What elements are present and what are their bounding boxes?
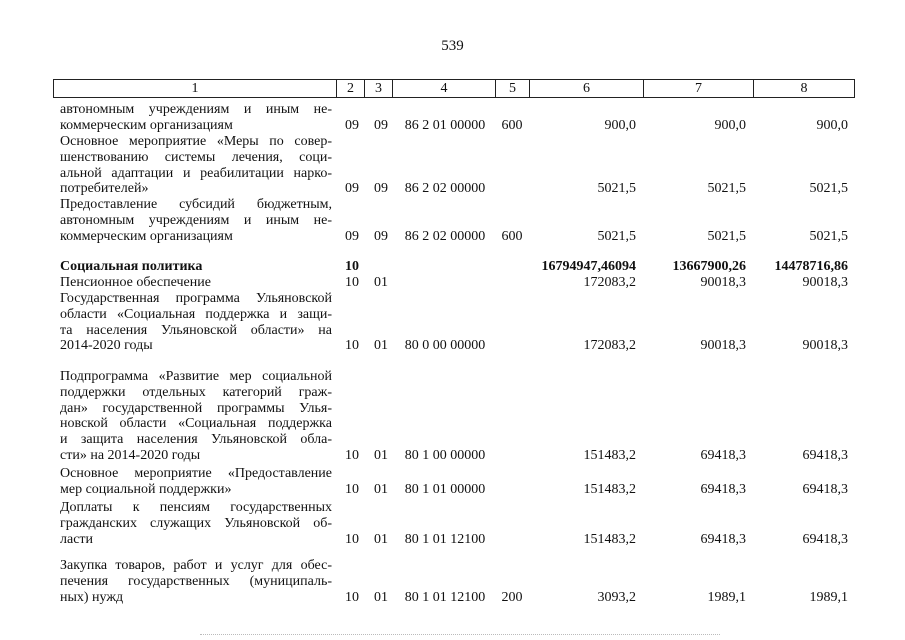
target-article-code: 80 1 01 12100 <box>404 531 486 547</box>
subsection-code: 09 <box>374 117 388 133</box>
amount-col-8: 900,0 <box>816 117 848 133</box>
amount-col-6: 172083,2 <box>583 275 636 290</box>
description-line: альной адаптации и реабилитации нарко- <box>60 165 332 181</box>
target-article-code: 80 1 00 00000 <box>404 448 486 463</box>
amount-col-8: 14478716,86 <box>774 259 848 274</box>
description-line: новской области «Социальная поддержка <box>60 416 332 432</box>
amount-col-8: 69418,3 <box>802 448 848 463</box>
amount-col-6: 5021,5 <box>597 228 636 244</box>
description-line: коммерческим организациям <box>60 117 233 133</box>
expense-type-code: 200 <box>501 589 523 605</box>
amount-col-8: 5021,5 <box>809 228 848 244</box>
amount-col-6: 151483,2 <box>583 481 636 497</box>
description-line: Государственная программа Ульяновской <box>60 291 332 306</box>
amount-col-7: 1989,1 <box>707 589 746 605</box>
section-code: 10 <box>345 448 359 463</box>
subsection-code: 09 <box>374 181 388 197</box>
description-line: гражданских служащих Ульяновской об- <box>60 515 332 531</box>
subsection-code: 01 <box>374 275 388 290</box>
description-line: Закупка товаров, работ и услуг для обес- <box>60 558 332 573</box>
description-line: автономным учреждениям и иным не- <box>60 212 332 228</box>
header-col-2: 2 <box>336 80 364 97</box>
description-line: поддержки отдельных категорий граж- <box>60 384 332 400</box>
row-description <box>60 466 332 498</box>
header-col-6: 6 <box>529 80 643 97</box>
amount-col-8: 90018,3 <box>802 275 848 290</box>
description-line: автономным учреждениям и иным не- <box>60 102 332 117</box>
scan-artifact <box>200 634 720 636</box>
amount-col-8: 5021,5 <box>809 181 848 197</box>
row-description <box>60 558 332 605</box>
amount-col-6: 151483,2 <box>583 448 636 463</box>
description-line: области «Социальная поддержка и защи- <box>60 306 332 322</box>
section-code: 10 <box>345 589 359 605</box>
description-line: 2014-2020 годы <box>60 338 153 354</box>
target-article-code: 80 1 01 00000 <box>404 481 486 497</box>
section-code: 10 <box>345 531 359 547</box>
amount-col-7: 90018,3 <box>700 338 746 354</box>
header-col-1: 1 <box>191 81 199 96</box>
subsection-code: 01 <box>374 531 388 547</box>
amount-col-6: 172083,2 <box>583 338 636 354</box>
description-line: Подпрограмма «Развитие мер социальной <box>60 369 332 384</box>
section-code: 10 <box>345 481 359 497</box>
description-line: мер социальной поддержки» <box>60 481 232 497</box>
amount-col-7: 69418,3 <box>700 481 746 497</box>
amount-col-7: 69418,3 <box>700 448 746 463</box>
row-description <box>60 369 332 464</box>
amount-col-8: 90018,3 <box>802 338 848 354</box>
row-description <box>60 275 332 291</box>
description-line: ных) нужд <box>60 589 124 605</box>
amount-col-6: 16794947,46094 <box>541 259 636 274</box>
header-col-7: 7 <box>643 80 753 97</box>
amount-col-7: 90018,3 <box>700 275 746 290</box>
section-code: 09 <box>345 181 359 197</box>
amount-col-6: 3093,2 <box>597 589 636 605</box>
amount-col-7: 5021,5 <box>707 181 746 197</box>
section-code: 09 <box>345 117 359 133</box>
row-description <box>60 134 332 197</box>
description-line: шенствованию системы лечения, соци- <box>60 149 332 165</box>
section-code: 10 <box>345 338 359 354</box>
description-line: та населения Ульяновской области» на <box>60 322 332 338</box>
table-header <box>53 79 855 98</box>
description-line: потребителей» <box>60 181 149 197</box>
row-description <box>60 259 332 275</box>
description-line: Основное мероприятие «Меры по совер- <box>60 134 332 149</box>
amount-col-7: 5021,5 <box>707 228 746 244</box>
row-description <box>60 197 332 244</box>
target-article-code: 86 2 02 00000 <box>404 181 486 197</box>
header-col-5: 5 <box>495 80 529 97</box>
description-line: коммерческим организациям <box>60 228 233 244</box>
subsection-code: 01 <box>374 448 388 463</box>
amount-col-6: 900,0 <box>604 117 636 133</box>
description-line: сти» на 2014-2020 годы <box>60 447 201 463</box>
description-line: и защита населения Ульяновской обла- <box>60 432 332 448</box>
header-col-4: 4 <box>392 80 495 97</box>
section-code: 10 <box>345 259 359 274</box>
subsection-code: 01 <box>374 589 388 605</box>
row-description <box>60 291 332 354</box>
header-col-3: 3 <box>364 80 392 97</box>
description-line: ласти <box>60 531 94 547</box>
target-article-code: 86 2 01 00000 <box>404 117 486 133</box>
subsection-code: 01 <box>374 481 388 497</box>
subsection-code: 09 <box>374 228 388 244</box>
description-line: Пенсионное обеспечение <box>60 275 211 290</box>
description-line: печения государственных (муниципаль- <box>60 573 332 589</box>
row-description <box>60 102 332 134</box>
amount-col-8: 69418,3 <box>802 481 848 497</box>
description-line: дан» государственной программы Улья- <box>60 400 332 416</box>
description-line: Доплаты к пенсиям государственных <box>60 500 332 515</box>
amount-col-7: 900,0 <box>714 117 746 133</box>
expense-type-code: 600 <box>501 228 523 244</box>
row-description <box>60 500 332 547</box>
description-line: Основное мероприятие «Предоставление <box>60 466 332 481</box>
section-code: 09 <box>345 228 359 244</box>
amount-col-8: 69418,3 <box>802 531 848 547</box>
page-number: 539 <box>441 38 464 54</box>
description-line: Социальная политика <box>60 259 203 274</box>
header-col-8: 8 <box>753 80 854 97</box>
amount-col-8: 1989,1 <box>809 589 848 605</box>
target-article-code: 80 0 00 00000 <box>404 338 486 354</box>
description-line: Предоставление субсидий бюджетным, <box>60 197 332 212</box>
amount-col-7: 13667900,26 <box>672 259 746 274</box>
section-code: 10 <box>345 275 359 290</box>
amount-col-6: 151483,2 <box>583 531 636 547</box>
target-article-code: 86 2 02 00000 <box>404 228 486 244</box>
target-article-code: 80 1 01 12100 <box>404 589 486 605</box>
amount-col-7: 69418,3 <box>700 531 746 547</box>
expense-type-code: 600 <box>501 117 523 133</box>
amount-col-6: 5021,5 <box>597 181 636 197</box>
subsection-code: 01 <box>374 338 388 354</box>
